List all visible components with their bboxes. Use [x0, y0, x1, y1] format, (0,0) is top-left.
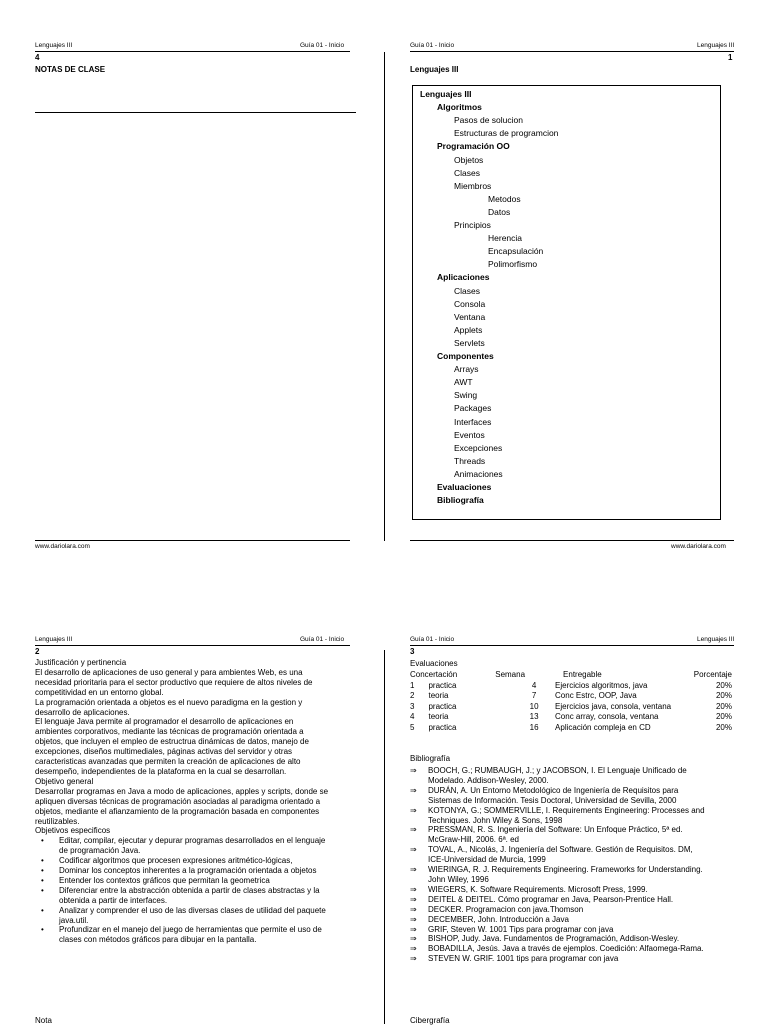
body-line: Justificación y pertinencia — [35, 658, 127, 667]
bibliography-line: Techniques. John Wiley & Sons, 1998 — [428, 815, 563, 825]
bibliography-line: STEVEN W. GRIF. 1001 tips para programar con java — [428, 954, 619, 964]
page-title: NOTAS DE CLASE — [35, 65, 106, 74]
table-cell: practica — [428, 701, 457, 711]
outline-item: Principios — [454, 220, 491, 230]
nota-heading: Nota — [35, 1016, 52, 1025]
body-line: El desarrollo de aplicaciones de uso general y para ambientes Web, es una — [35, 667, 303, 677]
table-cell: 7 — [531, 691, 537, 700]
arrow-icon: ⇒ — [410, 954, 417, 964]
objective-line: de programación Java. — [59, 846, 141, 856]
bibliography-entry — [410, 915, 740, 925]
col-header: Entregable — [563, 670, 602, 679]
bibliography-line: BISHOP, Judy. Java. Fundamentos de Programación, Addison-Wesley. — [428, 934, 680, 944]
table-row — [410, 681, 732, 692]
outline-item: Programación OO — [437, 141, 510, 152]
table-row — [410, 702, 732, 713]
spread-divider-top — [384, 52, 385, 541]
objective-line: clases con métodos gráficos para dibujar en la pantalla. — [59, 935, 257, 945]
table-cell: 20% — [715, 691, 732, 700]
table-cell: Ejercicios algoritmos, java — [555, 680, 648, 690]
objective-line: Entender los contextos gráficos que permitan la geometrica — [59, 875, 270, 885]
body-line: objetos, mediante el afianzamiento de la programación basada en componentes — [35, 806, 320, 816]
objective-line: java.util. — [59, 915, 89, 925]
bibliography-entry — [410, 954, 740, 964]
bullet-icon: • — [41, 836, 44, 846]
outline-item: Clases — [454, 167, 480, 178]
bibliography-list — [410, 766, 740, 964]
header-rule — [410, 645, 734, 646]
outline-item: Arrays — [454, 364, 479, 375]
bibliography-line: TOVAL, A., Nicolás, J. Ingeniería del Software. Gestión de Requisitos. DM, — [428, 845, 693, 855]
table-cell: Ejercicios java, consola, ventana — [555, 701, 672, 711]
page-number: 1 — [728, 53, 733, 62]
outline-item: Bibliografía — [437, 495, 484, 506]
bibliography-line: DECKER. Programacion con java.Thomson — [428, 904, 584, 914]
outline-item: Estructuras de programcion — [454, 128, 559, 139]
outline-item: Objetos — [454, 154, 484, 165]
header-right: Guía 01 - Inicio — [300, 42, 345, 49]
body-line: objetos, que incluyen el empleo de estructrua dinámicas de datos, manejo de — [35, 737, 309, 747]
footer-rule — [410, 540, 734, 541]
bibliography-line: WIERINGA, R. J. Requirements Engineering. Frameworks for Understanding. — [428, 865, 703, 875]
objective-item — [35, 906, 365, 926]
table-cell: practica — [428, 680, 457, 690]
outline-item: Componentes — [437, 351, 494, 361]
arrow-icon: ⇒ — [410, 904, 417, 914]
col-header: Semana — [495, 670, 526, 679]
header-right: Guía 01 - Inicio — [300, 636, 345, 643]
bullet-icon: • — [41, 856, 44, 866]
outline-item: AWT — [454, 377, 473, 388]
bibliography-entry — [410, 925, 740, 935]
bibliography-entry — [410, 845, 740, 865]
bibliography-entry — [410, 934, 740, 944]
objective-line: Profundizar en el manejo del juego de herramientas que permite el uso de — [59, 925, 322, 935]
outline-item: Animaciones — [454, 468, 503, 479]
outline-item: Herencia — [488, 233, 523, 244]
outline-item: Polimorfismo — [488, 259, 538, 270]
table-cell: 5 — [410, 722, 415, 732]
notes-rule — [35, 112, 356, 113]
body-line: excepciones, diseños multimediales, páginas activas del servidor y otras — [35, 747, 293, 757]
table-cell: 20% — [715, 680, 732, 690]
table-cell: teoria — [428, 691, 449, 700]
justification-body — [35, 658, 365, 945]
bibliography-title: Bibliografía — [410, 754, 451, 763]
objective-line: Diferenciar entre la abstracción obtenida a partir de clases abstractas y la — [59, 885, 320, 895]
bibliography-line: KOTONYA, G.; SOMMERVILLE, I. Requirements Engineering: Processes and — [428, 805, 705, 815]
arrow-icon: ⇒ — [410, 924, 417, 934]
bibliography-line: Sistemas de Información. Tesis Doctoral, Universidad de Sevilla, 2000 — [428, 795, 677, 805]
body-line: desempeño, independientes de la plataforma en la cual se desarrollan. — [35, 766, 287, 776]
body-line: desarrollo de aplicaciones. — [35, 707, 130, 717]
outline-item: Excepciones — [454, 442, 503, 453]
bibliography-entry — [410, 944, 740, 954]
objective-item — [35, 876, 365, 886]
body-line: La programación orientada a objetos es el nuevo paradigma en la gestion y — [35, 697, 303, 707]
outline-item: Interfaces — [454, 416, 492, 427]
objective-line: obtenida a partir de interfaces. — [59, 895, 168, 905]
bibliography-line: McGraw-Hill, 2006. 6ª. ed — [428, 835, 519, 845]
body-line: Desarrollar programas en Java a modo de aplicaciones, apples y scripts, donde se — [35, 786, 329, 796]
arrow-icon: ⇒ — [410, 825, 417, 835]
objective-line: Analizar y comprender el uso de las diversas clases de utilidad del paquete — [59, 905, 326, 915]
table-cell: 10 — [529, 701, 539, 711]
outline-item: Pasos de solucion — [454, 115, 523, 126]
footer-url: www.dariolara.com — [671, 543, 726, 550]
outline-item: Miembros — [454, 180, 492, 191]
outline-item: Metodos — [488, 193, 521, 204]
page-number: 4 — [35, 53, 40, 62]
header-right: Lenguajes III — [697, 636, 735, 643]
bibliography-entry — [410, 825, 740, 845]
arrow-icon: ⇒ — [410, 894, 417, 904]
table-cell: 4 — [531, 680, 537, 690]
header-left: Guía 01 - Inicio — [410, 636, 455, 643]
table-row — [410, 723, 732, 734]
header-rule — [410, 51, 734, 52]
objective-line: Codificar algoritmos que procesen expresiones aritmético-lógicas, — [59, 856, 293, 866]
outline-item: Servlets — [454, 337, 485, 348]
bibliography-entry — [410, 806, 740, 826]
evaluations-table — [410, 670, 732, 733]
table-row — [410, 712, 732, 723]
bibliography-line: PRESSMAN, R. S. Ingeniería del Software: Un Enfoque Práctico, 5ª ed. — [428, 825, 683, 835]
bullet-icon: • — [41, 905, 44, 915]
bullet-icon: • — [41, 866, 44, 876]
outline-item: Ventana — [454, 311, 486, 322]
table-cell: 3 — [410, 701, 415, 711]
header-rule — [35, 645, 350, 646]
bullet-icon: • — [41, 875, 44, 885]
table-cell: 20% — [715, 722, 732, 732]
outline-item: Datos — [488, 206, 511, 217]
outline-item: Packages — [454, 403, 492, 414]
table-cell: Conc Estrc, OOP, Java — [555, 691, 637, 700]
header-left: Lenguajes III — [35, 42, 73, 49]
header-left: Guía 01 - Inicio — [410, 42, 455, 49]
col-header: Concertación — [410, 670, 458, 679]
outline-item: Encapsulación — [488, 246, 544, 257]
body-line: El lenguaje Java permite al programador el desarrollo de aplicaciones en — [35, 717, 294, 727]
bibliography-entry — [410, 895, 740, 905]
bullet-icon: • — [41, 925, 44, 935]
bibliography-entry — [410, 865, 740, 885]
arrow-icon: ⇒ — [410, 785, 417, 795]
bullet-icon: • — [41, 885, 44, 895]
arrow-icon: ⇒ — [410, 766, 417, 775]
outline-item: Evaluaciones — [437, 482, 492, 492]
outline-item: Threads — [454, 455, 486, 466]
outline-item: Consola — [454, 298, 486, 309]
header-rule — [35, 51, 350, 52]
outline-item: Swing — [454, 390, 478, 401]
footer-rule — [35, 540, 350, 541]
table-cell: 2 — [410, 691, 415, 700]
objective-item — [35, 836, 365, 856]
table-cell: practica — [428, 722, 457, 732]
body-line: competitividad en un entorno global. — [35, 687, 164, 697]
table-cell: teoria — [428, 712, 449, 721]
cybergraphy-heading: Cibergrafía — [410, 1016, 450, 1025]
arrow-icon: ⇒ — [410, 914, 417, 924]
objective-item — [35, 925, 365, 945]
bibliography-line: John Wiley, 1996 — [428, 874, 489, 884]
outline-item: Eventos — [454, 429, 485, 440]
table-cell: 13 — [529, 712, 539, 721]
bibliography-line: DEITEL & DEITEL. Cómo programar en Java, Pearson-Prentice Hall. — [428, 894, 674, 904]
bibliography-line: BOOCH, G.; RUMBAUGH, J.; y JACOBSON, I. El Lenguaje Unificado de — [428, 766, 687, 775]
body-line: apliquen diversas técnicas de programación asociadas al paradigma orientado a — [35, 796, 321, 806]
header-right: Lenguajes III — [697, 42, 735, 49]
objective-item — [35, 866, 365, 876]
table-header-row — [410, 670, 732, 681]
page-number: 3 — [410, 647, 415, 656]
bibliography-entry — [410, 885, 740, 895]
arrow-icon: ⇒ — [410, 865, 417, 875]
outline-item: Algoritmos — [437, 102, 482, 113]
arrow-icon: ⇒ — [410, 934, 417, 944]
arrow-icon: ⇒ — [410, 845, 417, 855]
table-row — [410, 691, 732, 702]
arrow-icon: ⇒ — [410, 944, 417, 954]
objective-item — [35, 886, 365, 906]
spread-divider-bottom — [384, 650, 385, 1024]
page-number: 2 — [35, 647, 40, 656]
body-line: Objetivo general — [35, 776, 94, 786]
page-title: Lenguajes III — [410, 65, 459, 74]
col-header: Porcentaje — [693, 670, 732, 679]
objective-item — [35, 856, 365, 866]
table-cell: 16 — [529, 722, 539, 732]
outline-item: Clases — [454, 285, 480, 296]
arrow-icon: ⇒ — [410, 805, 417, 815]
bibliography-line: Modelado. Addison-Wesley, 2000. — [428, 775, 549, 785]
bibliography-line: DECEMBER, John. Introducción a Java — [428, 914, 569, 924]
bibliography-line: WIEGERS, K. Software Requirements. Microsoft Press, 1999. — [428, 884, 648, 894]
evaluations-title: Evaluaciones — [410, 659, 458, 668]
table-cell: 20% — [715, 712, 732, 721]
outline-item: Applets — [454, 324, 483, 335]
body-line: necesidad prioritaria para el sector productivo que requiere de altos niveles de — [35, 677, 313, 687]
bibliography-line: BOBADILLA, Jesús. Java a través de ejemplos. Coedición: Alfaomega-Rama. — [428, 944, 704, 954]
body-line: ambientes corporativos, mediante las técnicas de programación orientada a — [35, 727, 304, 737]
outline-box — [412, 85, 721, 520]
table-cell: 4 — [410, 712, 415, 721]
outline-item: Lenguajes III — [420, 89, 472, 99]
bibliography-line: GRIF, Steven W. 1001 Tips para programar con java — [428, 924, 614, 934]
body-line: caracteristicas avanzadas que permiten la creación de aplicaciones de alto — [35, 757, 301, 767]
bibliography-line: ICE-Universidad de Murcia, 1999 — [428, 855, 546, 865]
table-cell: 1 — [410, 680, 415, 690]
body-line: Objetivos especificos — [35, 826, 111, 836]
table-cell: Aplicación compleja en CD — [555, 722, 651, 732]
bibliography-entry — [410, 766, 740, 786]
objective-line: Dominar los conceptos inherentes a la programación orientada a objetos — [59, 866, 317, 876]
objective-line: Editar, compilar, ejecutar y depurar programas desarrollados en el lenguaje — [59, 836, 326, 846]
table-cell: 20% — [715, 701, 732, 711]
footer-url: www.dariolara.com — [35, 543, 90, 550]
bibliography-entry — [410, 786, 740, 806]
bibliography-line: DURÁN, A. Un Entorno Metodológico de Ingeniería de Requisitos para — [428, 785, 679, 795]
table-cell: Conc array, consola, ventana — [555, 712, 659, 721]
bibliography-entry — [410, 905, 740, 915]
header-left: Lenguajes III — [35, 636, 73, 643]
outline-item: Aplicaciones — [437, 272, 490, 283]
body-line: reutilizables. — [35, 816, 80, 826]
arrow-icon: ⇒ — [410, 884, 417, 894]
